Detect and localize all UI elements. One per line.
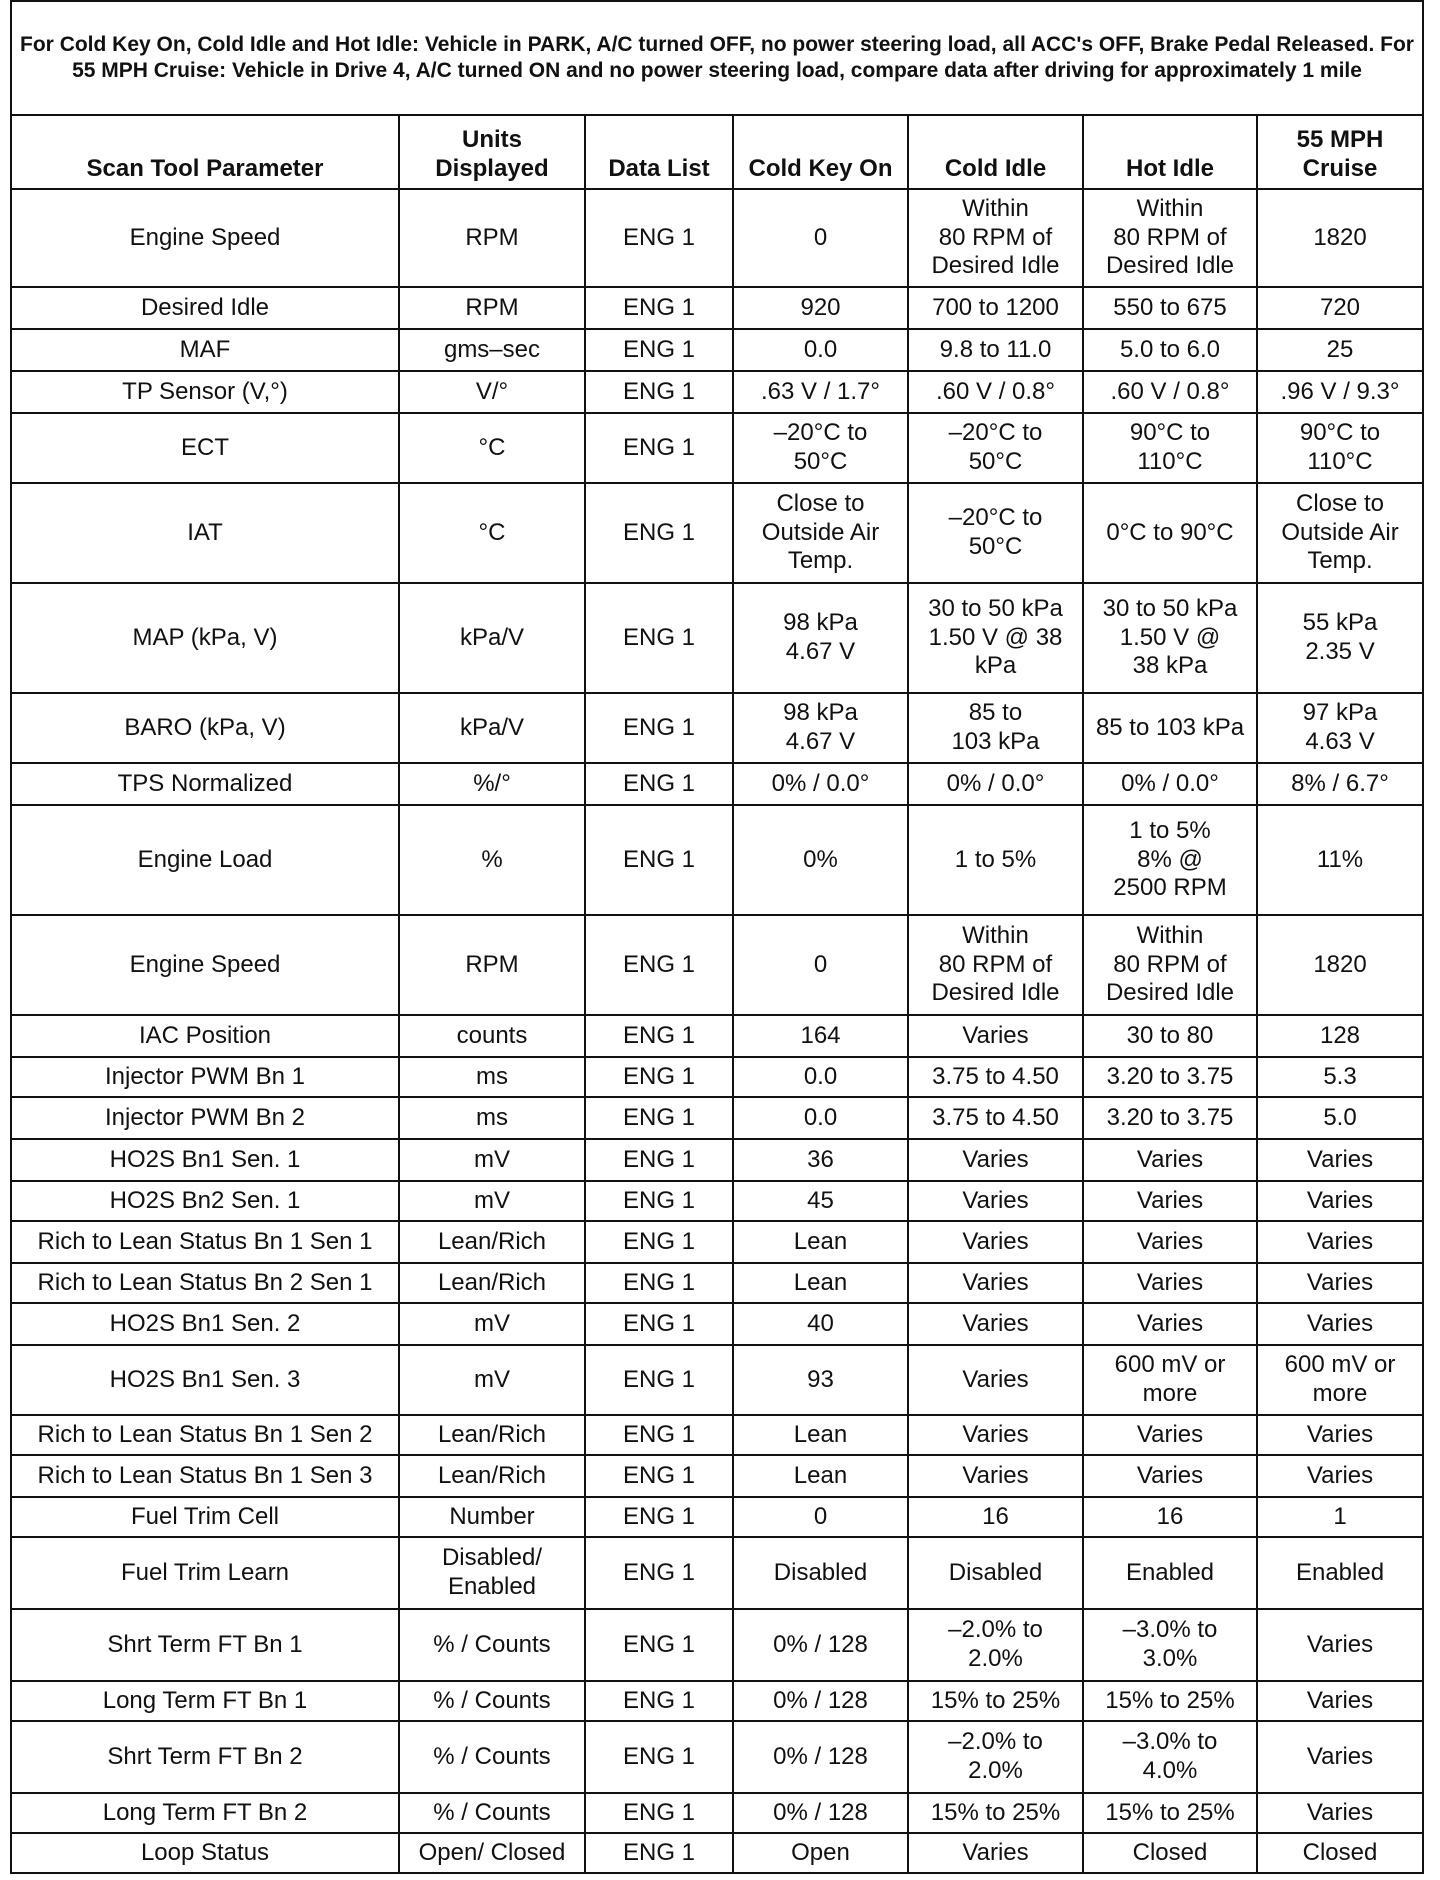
- table-row: [11, 371, 1423, 413]
- table-row: [11, 693, 1423, 763]
- cold-key-on-cell: Lean: [733, 1455, 908, 1497]
- hot-idle-cell: Varies: [1083, 1303, 1257, 1345]
- parameter-cell: Long Term FT Bn 1: [11, 1681, 399, 1721]
- hot-idle-cell: Closed: [1083, 1833, 1257, 1873]
- units-cell: °C: [399, 483, 585, 583]
- table-row: [11, 805, 1423, 915]
- data-list-cell: ENG 1: [585, 1833, 733, 1873]
- table-row: [11, 287, 1423, 329]
- hot-idle-cell: 0°C to 90°C: [1083, 483, 1257, 583]
- cruise-55-mph-cell: Varies: [1257, 1181, 1423, 1221]
- table-row: [11, 329, 1423, 371]
- cruise-55-mph-cell: Varies: [1257, 1793, 1423, 1833]
- units-cell: mV: [399, 1139, 585, 1181]
- data-list-cell: ENG 1: [585, 1139, 733, 1181]
- units-cell: Disabled/ Enabled: [399, 1537, 585, 1609]
- hot-idle-cell: 30 to 80: [1083, 1015, 1257, 1057]
- parameter-cell: Rich to Lean Status Bn 1 Sen 3: [11, 1455, 399, 1497]
- cold-key-on-cell: 0%: [733, 805, 908, 915]
- cold-idle-cell: 15% to 25%: [908, 1793, 1083, 1833]
- hot-idle-cell: 5.0 to 6.0: [1083, 329, 1257, 371]
- units-cell: Number: [399, 1497, 585, 1537]
- hot-idle-cell: 16: [1083, 1497, 1257, 1537]
- hot-idle-cell: Enabled: [1083, 1537, 1257, 1609]
- units-cell: kPa/V: [399, 583, 585, 693]
- cruise-55-mph-cell: 97 kPa 4.63 V: [1257, 693, 1423, 763]
- header-data-list: Data List: [585, 115, 733, 189]
- cruise-55-mph-cell: Close to Outside Air Temp.: [1257, 483, 1423, 583]
- hot-idle-cell: Varies: [1083, 1181, 1257, 1221]
- table-row: [11, 1497, 1423, 1537]
- hot-idle-cell: Varies: [1083, 1263, 1257, 1303]
- table-row: [11, 1721, 1423, 1793]
- parameter-cell: Long Term FT Bn 2: [11, 1793, 399, 1833]
- header-cold-key-on: Cold Key On: [733, 115, 908, 189]
- cold-idle-cell: –2.0% to 2.0%: [908, 1721, 1083, 1793]
- cold-idle-cell: Varies: [908, 1455, 1083, 1497]
- table-row: [11, 1263, 1423, 1303]
- cold-key-on-cell: 0% / 0.0°: [733, 763, 908, 805]
- parameter-cell: Engine Load: [11, 805, 399, 915]
- cold-idle-cell: Varies: [908, 1221, 1083, 1263]
- test-conditions-note: For Cold Key On, Cold Idle and Hot Idle: Vehicle in PARK, A/C turned OFF, no power steering load, all ACC's OFF, Brake Pedal Released. For 55 MPH Cruise: Vehicle in Drive 4, A/C turned ON and no power steering load, compare data after driving for approximately 1 mile: [11, 1, 1423, 115]
- data-list-cell: ENG 1: [585, 1303, 733, 1345]
- cruise-55-mph-cell: 720: [1257, 287, 1423, 329]
- cruise-55-mph-cell: Varies: [1257, 1455, 1423, 1497]
- parameter-cell: IAC Position: [11, 1015, 399, 1057]
- cruise-55-mph-cell: 1820: [1257, 189, 1423, 287]
- hot-idle-cell: 3.20 to 3.75: [1083, 1097, 1257, 1139]
- data-list-cell: ENG 1: [585, 1721, 733, 1793]
- cold-idle-cell: .60 V / 0.8°: [908, 371, 1083, 413]
- cold-key-on-cell: Close to Outside Air Temp.: [733, 483, 908, 583]
- units-cell: gms–sec: [399, 329, 585, 371]
- cold-idle-cell: Varies: [908, 1181, 1083, 1221]
- cold-key-on-cell: 0% / 128: [733, 1609, 908, 1681]
- data-list-cell: ENG 1: [585, 1015, 733, 1057]
- table-row: [11, 1057, 1423, 1097]
- units-cell: % / Counts: [399, 1681, 585, 1721]
- data-list-cell: ENG 1: [585, 1793, 733, 1833]
- hot-idle-cell: Within 80 RPM of Desired Idle: [1083, 915, 1257, 1015]
- cold-idle-cell: Varies: [908, 1303, 1083, 1345]
- hot-idle-cell: 3.20 to 3.75: [1083, 1057, 1257, 1097]
- hot-idle-cell: Within 80 RPM of Desired Idle: [1083, 189, 1257, 287]
- units-cell: %: [399, 805, 585, 915]
- units-cell: Lean/Rich: [399, 1455, 585, 1497]
- hot-idle-cell: 90°C to 110°C: [1083, 413, 1257, 483]
- cold-idle-cell: Varies: [908, 1415, 1083, 1455]
- table-row: [11, 1415, 1423, 1455]
- parameter-cell: TPS Normalized: [11, 763, 399, 805]
- units-cell: % / Counts: [399, 1793, 585, 1833]
- cruise-55-mph-cell: 5.0: [1257, 1097, 1423, 1139]
- scan-tool-data-page: [10, 0, 1422, 1874]
- cold-key-on-cell: 98 kPa 4.67 V: [733, 693, 908, 763]
- cruise-55-mph-cell: 1820: [1257, 915, 1423, 1015]
- parameter-cell: Shrt Term FT Bn 2: [11, 1721, 399, 1793]
- parameter-cell: Shrt Term FT Bn 1: [11, 1609, 399, 1681]
- data-list-cell: ENG 1: [585, 413, 733, 483]
- cruise-55-mph-cell: Varies: [1257, 1609, 1423, 1681]
- table-row: [11, 1139, 1423, 1181]
- cruise-55-mph-cell: 11%: [1257, 805, 1423, 915]
- table-row: [11, 1015, 1423, 1057]
- hot-idle-cell: .60 V / 0.8°: [1083, 371, 1257, 413]
- units-cell: % / Counts: [399, 1609, 585, 1681]
- table-row: [11, 1609, 1423, 1681]
- parameter-cell: HO2S Bn1 Sen. 2: [11, 1303, 399, 1345]
- cold-key-on-cell: 0.0: [733, 1097, 908, 1139]
- table-row: [11, 1455, 1423, 1497]
- data-list-cell: ENG 1: [585, 1181, 733, 1221]
- units-cell: RPM: [399, 189, 585, 287]
- cold-key-on-cell: 40: [733, 1303, 908, 1345]
- hot-idle-cell: Varies: [1083, 1415, 1257, 1455]
- parameter-cell: Rich to Lean Status Bn 1 Sen 2: [11, 1415, 399, 1455]
- table-row: [11, 1537, 1423, 1609]
- data-list-cell: ENG 1: [585, 915, 733, 1015]
- cold-key-on-cell: .63 V / 1.7°: [733, 371, 908, 413]
- cold-key-on-cell: 920: [733, 287, 908, 329]
- data-list-cell: ENG 1: [585, 805, 733, 915]
- table-row: [11, 1345, 1423, 1415]
- cold-idle-cell: Varies: [908, 1345, 1083, 1415]
- hot-idle-cell: 85 to 103 kPa: [1083, 693, 1257, 763]
- units-cell: Open/ Closed: [399, 1833, 585, 1873]
- parameter-cell: Injector PWM Bn 2: [11, 1097, 399, 1139]
- hot-idle-cell: 0% / 0.0°: [1083, 763, 1257, 805]
- data-list-cell: ENG 1: [585, 763, 733, 805]
- cold-idle-cell: 3.75 to 4.50: [908, 1057, 1083, 1097]
- data-list-cell: ENG 1: [585, 1345, 733, 1415]
- header-55-mph-cruise: 55 MPH Cruise: [1257, 115, 1423, 189]
- table-row: [11, 1221, 1423, 1263]
- cold-key-on-cell: 93: [733, 1345, 908, 1415]
- cruise-55-mph-cell: Closed: [1257, 1833, 1423, 1873]
- cruise-55-mph-cell: Enabled: [1257, 1537, 1423, 1609]
- table-row: [11, 1097, 1423, 1139]
- cruise-55-mph-cell: 90°C to 110°C: [1257, 413, 1423, 483]
- header-cold-idle: Cold Idle: [908, 115, 1083, 189]
- hot-idle-cell: 15% to 25%: [1083, 1793, 1257, 1833]
- parameter-cell: MAF: [11, 329, 399, 371]
- cold-key-on-cell: 0: [733, 189, 908, 287]
- cruise-55-mph-cell: Varies: [1257, 1263, 1423, 1303]
- cold-idle-cell: –20°C to 50°C: [908, 483, 1083, 583]
- cruise-55-mph-cell: 25: [1257, 329, 1423, 371]
- cruise-55-mph-cell: 5.3: [1257, 1057, 1423, 1097]
- cold-key-on-cell: Disabled: [733, 1537, 908, 1609]
- table-row: [11, 1681, 1423, 1721]
- cold-idle-cell: Varies: [908, 1263, 1083, 1303]
- parameter-cell: IAT: [11, 483, 399, 583]
- cold-idle-cell: Within 80 RPM of Desired Idle: [908, 189, 1083, 287]
- data-list-cell: ENG 1: [585, 1057, 733, 1097]
- cold-key-on-cell: 0% / 128: [733, 1721, 908, 1793]
- cold-key-on-cell: 98 kPa 4.67 V: [733, 583, 908, 693]
- units-cell: RPM: [399, 915, 585, 1015]
- cold-key-on-cell: 0.0: [733, 329, 908, 371]
- hot-idle-cell: –3.0% to 4.0%: [1083, 1721, 1257, 1793]
- hot-idle-cell: Varies: [1083, 1139, 1257, 1181]
- parameter-cell: Engine Speed: [11, 189, 399, 287]
- header-scan-tool-parameter: Scan Tool Parameter: [11, 115, 399, 189]
- data-list-cell: ENG 1: [585, 1609, 733, 1681]
- cold-key-on-cell: 45: [733, 1181, 908, 1221]
- header-hot-idle: Hot Idle: [1083, 115, 1257, 189]
- cold-idle-cell: Within 80 RPM of Desired Idle: [908, 915, 1083, 1015]
- parameter-cell: Fuel Trim Learn: [11, 1537, 399, 1609]
- units-cell: RPM: [399, 287, 585, 329]
- data-list-cell: ENG 1: [585, 329, 733, 371]
- cold-key-on-cell: 0: [733, 915, 908, 1015]
- cold-key-on-cell: 36: [733, 1139, 908, 1181]
- units-cell: V/°: [399, 371, 585, 413]
- cruise-55-mph-cell: Varies: [1257, 1415, 1423, 1455]
- table-row: [11, 483, 1423, 583]
- cruise-55-mph-cell: Varies: [1257, 1721, 1423, 1793]
- hot-idle-cell: 1 to 5% 8% @ 2500 RPM: [1083, 805, 1257, 915]
- cold-idle-cell: Varies: [908, 1833, 1083, 1873]
- data-list-cell: ENG 1: [585, 371, 733, 413]
- data-list-cell: ENG 1: [585, 1537, 733, 1609]
- data-list-cell: ENG 1: [585, 483, 733, 583]
- parameter-cell: Desired Idle: [11, 287, 399, 329]
- cold-key-on-cell: 0.0: [733, 1057, 908, 1097]
- parameter-cell: Engine Speed: [11, 915, 399, 1015]
- cold-key-on-cell: Open: [733, 1833, 908, 1873]
- data-list-cell: ENG 1: [585, 583, 733, 693]
- cold-idle-cell: Disabled: [908, 1537, 1083, 1609]
- parameter-cell: Injector PWM Bn 1: [11, 1057, 399, 1097]
- cold-idle-cell: –20°C to 50°C: [908, 413, 1083, 483]
- cold-key-on-cell: 0% / 128: [733, 1681, 908, 1721]
- cold-idle-cell: 9.8 to 11.0: [908, 329, 1083, 371]
- units-cell: ms: [399, 1097, 585, 1139]
- cold-key-on-cell: 0: [733, 1497, 908, 1537]
- cold-idle-cell: 15% to 25%: [908, 1681, 1083, 1721]
- cold-idle-cell: 0% / 0.0°: [908, 763, 1083, 805]
- header-units-displayed: Units Displayed: [399, 115, 585, 189]
- data-list-cell: ENG 1: [585, 1263, 733, 1303]
- cold-key-on-cell: –20°C to 50°C: [733, 413, 908, 483]
- table-row: [11, 189, 1423, 287]
- hot-idle-cell: Varies: [1083, 1455, 1257, 1497]
- table-row: [11, 1181, 1423, 1221]
- units-cell: °C: [399, 413, 585, 483]
- units-cell: mV: [399, 1181, 585, 1221]
- hot-idle-cell: 550 to 675: [1083, 287, 1257, 329]
- scan-tool-data-table: [10, 0, 1424, 1874]
- table-row: [11, 1303, 1423, 1345]
- hot-idle-cell: 15% to 25%: [1083, 1681, 1257, 1721]
- units-cell: kPa/V: [399, 693, 585, 763]
- hot-idle-cell: 600 mV or more: [1083, 1345, 1257, 1415]
- data-list-cell: ENG 1: [585, 1681, 733, 1721]
- parameter-cell: HO2S Bn1 Sen. 3: [11, 1345, 399, 1415]
- data-list-cell: ENG 1: [585, 1455, 733, 1497]
- data-list-cell: ENG 1: [585, 287, 733, 329]
- units-cell: Lean/Rich: [399, 1221, 585, 1263]
- cruise-55-mph-cell: Varies: [1257, 1139, 1423, 1181]
- data-list-cell: ENG 1: [585, 1221, 733, 1263]
- units-cell: ms: [399, 1057, 585, 1097]
- units-cell: mV: [399, 1345, 585, 1415]
- parameter-cell: Loop Status: [11, 1833, 399, 1873]
- cruise-55-mph-cell: 1: [1257, 1497, 1423, 1537]
- units-cell: mV: [399, 1303, 585, 1345]
- data-list-cell: ENG 1: [585, 1097, 733, 1139]
- parameter-cell: HO2S Bn2 Sen. 1: [11, 1181, 399, 1221]
- table-row: [11, 1833, 1423, 1873]
- data-list-cell: ENG 1: [585, 1415, 733, 1455]
- cold-key-on-cell: 164: [733, 1015, 908, 1057]
- units-cell: %/°: [399, 763, 585, 805]
- hot-idle-cell: –3.0% to 3.0%: [1083, 1609, 1257, 1681]
- cold-key-on-cell: Lean: [733, 1263, 908, 1303]
- table-row: [11, 413, 1423, 483]
- cold-key-on-cell: Lean: [733, 1221, 908, 1263]
- units-cell: Lean/Rich: [399, 1263, 585, 1303]
- table-row: [11, 1793, 1423, 1833]
- cold-idle-cell: 30 to 50 kPa 1.50 V @ 38 kPa: [908, 583, 1083, 693]
- cold-key-on-cell: 0% / 128: [733, 1793, 908, 1833]
- data-list-cell: ENG 1: [585, 1497, 733, 1537]
- parameter-cell: TP Sensor (V,°): [11, 371, 399, 413]
- parameter-cell: Rich to Lean Status Bn 2 Sen 1: [11, 1263, 399, 1303]
- cruise-55-mph-cell: 128: [1257, 1015, 1423, 1057]
- cold-idle-cell: –2.0% to 2.0%: [908, 1609, 1083, 1681]
- cold-idle-cell: Varies: [908, 1139, 1083, 1181]
- cold-idle-cell: 16: [908, 1497, 1083, 1537]
- cruise-55-mph-cell: .96 V / 9.3°: [1257, 371, 1423, 413]
- units-cell: counts: [399, 1015, 585, 1057]
- cold-idle-cell: 1 to 5%: [908, 805, 1083, 915]
- parameter-cell: BARO (kPa, V): [11, 693, 399, 763]
- table-row: [11, 583, 1423, 693]
- parameter-cell: HO2S Bn1 Sen. 1: [11, 1139, 399, 1181]
- cruise-55-mph-cell: Varies: [1257, 1303, 1423, 1345]
- units-cell: Lean/Rich: [399, 1415, 585, 1455]
- table-row: [11, 763, 1423, 805]
- cold-idle-cell: 3.75 to 4.50: [908, 1097, 1083, 1139]
- hot-idle-cell: Varies: [1083, 1221, 1257, 1263]
- hot-idle-cell: 30 to 50 kPa 1.50 V @ 38 kPa: [1083, 583, 1257, 693]
- column-header-row: [11, 115, 1423, 189]
- cruise-55-mph-cell: Varies: [1257, 1681, 1423, 1721]
- cold-idle-cell: Varies: [908, 1015, 1083, 1057]
- data-list-cell: ENG 1: [585, 189, 733, 287]
- cold-idle-cell: 85 to 103 kPa: [908, 693, 1083, 763]
- table-row: [11, 915, 1423, 1015]
- data-list-cell: ENG 1: [585, 693, 733, 763]
- parameter-cell: MAP (kPa, V): [11, 583, 399, 693]
- cold-idle-cell: 700 to 1200: [908, 287, 1083, 329]
- cruise-55-mph-cell: 8% / 6.7°: [1257, 763, 1423, 805]
- cruise-55-mph-cell: 55 kPa 2.35 V: [1257, 583, 1423, 693]
- parameter-cell: Rich to Lean Status Bn 1 Sen 1: [11, 1221, 399, 1263]
- cruise-55-mph-cell: 600 mV or more: [1257, 1345, 1423, 1415]
- cold-key-on-cell: Lean: [733, 1415, 908, 1455]
- units-cell: % / Counts: [399, 1721, 585, 1793]
- parameter-cell: Fuel Trim Cell: [11, 1497, 399, 1537]
- parameter-cell: ECT: [11, 413, 399, 483]
- cruise-55-mph-cell: Varies: [1257, 1221, 1423, 1263]
